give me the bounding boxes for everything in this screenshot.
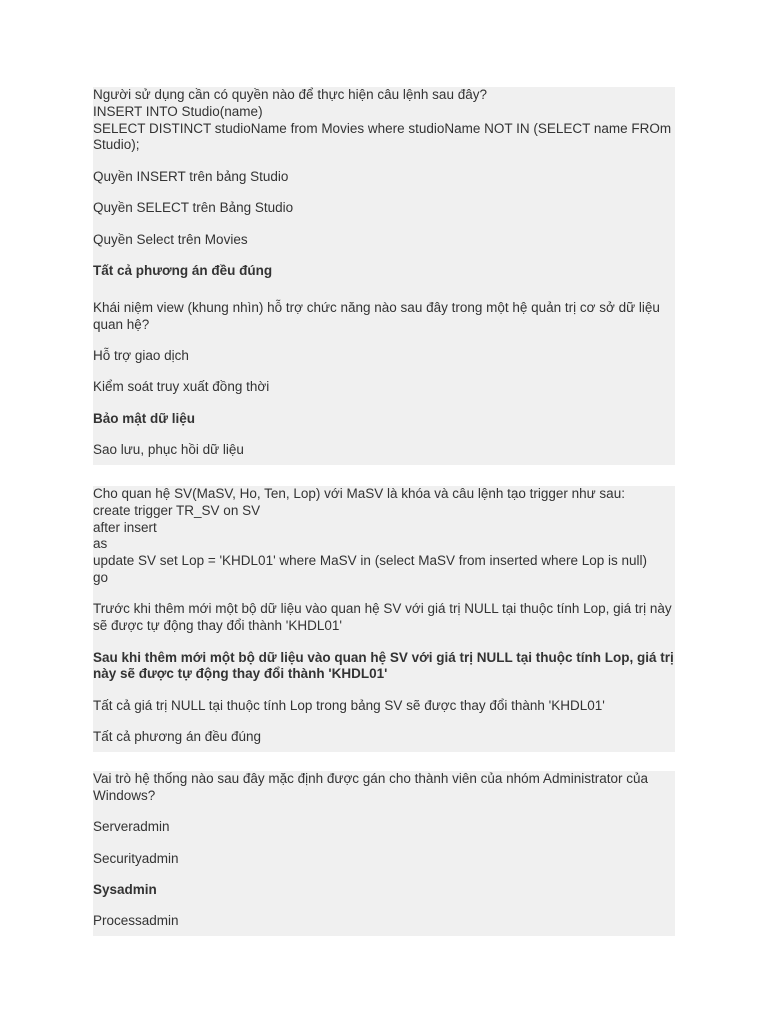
question-3-text-line-1: Cho quan hệ SV(MaSV, Ho, Ten, Lop) với MaSV là khóa và câu lệnh tạo trigger như sau: <box>93 486 625 501</box>
question-1-text-line-2: INSERT INTO Studio(name) <box>93 103 263 119</box>
question-3-text-line-2: create trigger TR_SV on SV <box>93 502 261 518</box>
question-2-text-line-1: Khái niệm view (khung nhìn) hỗ trợ chức năng nào sau đây trong một hệ quản trị cơ sở dữ liệu quan hệ? <box>93 299 660 332</box>
question-3-option-c[interactable]: Tất cả giá trị NULL tại thuộc tính Lop trong bảng SV sẽ được thay đổi thành 'KHDL01' <box>93 697 605 713</box>
question-1-option-d-correct[interactable]: Tất cả phương án đều đúng <box>93 262 273 278</box>
question-4-option-b[interactable]: Securityadmin <box>93 850 179 866</box>
question-3 <box>93 486 675 746</box>
question-separator <box>93 280 675 300</box>
question-3-text-line-4: as <box>93 536 108 552</box>
question-3-text-line-3: after insert <box>93 519 157 535</box>
question-4-option-c-correct[interactable]: Sysadmin <box>93 881 157 897</box>
question-1 <box>93 87 675 280</box>
question-4-option-a[interactable]: Serveradmin <box>93 819 170 835</box>
question-1-option-a[interactable]: Quyền INSERT trên bảng Studio <box>93 168 289 184</box>
question-2-option-d[interactable]: Sao lưu, phục hồi dữ liệu <box>93 442 244 458</box>
question-2-option-a[interactable]: Hỗ trợ giao dịch <box>93 347 189 363</box>
question-block-3 <box>93 771 675 936</box>
question-2 <box>93 300 675 459</box>
question-1-text-line-1: Người sử dụng cần có quyền nào để thực hiện câu lệnh sau đây? <box>93 87 487 102</box>
question-4-text-line-1: Vai trò hệ thống nào sau đây mặc định được gán cho thành viên của nhóm Administrator của Windows? <box>93 771 648 803</box>
question-3-option-b-correct[interactable]: Sau khi thêm mới một bộ dữ liệu vào quan hệ SV với giá trị NULL tại thuộc tính Lop, giá trị này sẽ được tự động thay đổi thành 'KHDL01' <box>93 649 674 682</box>
question-block-2 <box>93 486 675 752</box>
question-block-1 <box>93 87 675 465</box>
question-4 <box>93 771 675 930</box>
question-4-option-d[interactable]: Processadmin <box>93 913 179 929</box>
question-3-option-a[interactable]: Trước khi thêm mới một bộ dữ liệu vào quan hệ SV với giá trị NULL tại thuộc tính Lop, giá trị này sẽ được tự động thay đổi thành 'KHDL01' <box>93 601 672 634</box>
question-1-text-line-3: SELECT DISTINCT studioName from Movies where studioName NOT IN (SELECT name FROm Studio); <box>93 120 672 153</box>
question-1-option-c[interactable]: Quyền Select trên Movies <box>93 231 248 247</box>
question-1-option-b[interactable]: Quyền SELECT trên Bảng Studio <box>93 200 294 216</box>
question-2-option-b[interactable]: Kiểm soát truy xuất đồng thời <box>93 379 270 395</box>
question-3-option-d[interactable]: Tất cả phương án đều đúng <box>93 729 262 745</box>
question-2-option-c-correct[interactable]: Bảo mật dữ liệu <box>93 410 196 426</box>
question-3-text-line-5: update SV set Lop = 'KHDL01' where MaSV in (select MaSV from inserted where Lop is null) <box>93 553 648 569</box>
question-3-text-line-6: go <box>93 569 109 585</box>
